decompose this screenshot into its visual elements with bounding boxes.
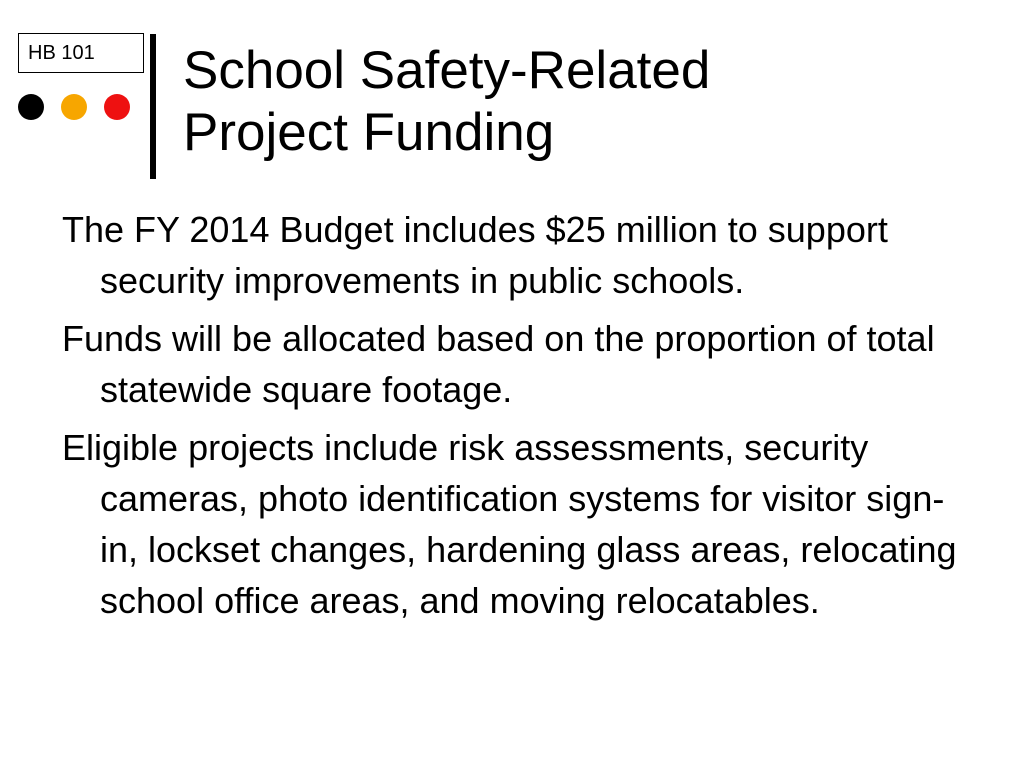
slide-title-line-1: School Safety-Related xyxy=(183,41,711,100)
red-dot-icon xyxy=(104,94,130,120)
bill-badge: HB 101 xyxy=(18,33,144,73)
slide-body xyxy=(62,204,972,633)
body-paragraph-funding: The FY 2014 Budget includes $25 million to support security improvements in public schools. xyxy=(62,209,888,301)
slide-title-line-2: Project Funding xyxy=(183,103,555,162)
title-divider xyxy=(150,34,156,179)
body-paragraph-allocation: Funds will be allocated based on the proportion of total statewide square footage. xyxy=(62,318,935,410)
black-dot-icon xyxy=(18,94,44,120)
slide-title xyxy=(183,40,710,164)
orange-dot-icon xyxy=(61,94,87,120)
body-paragraph-eligible-projects: Eligible projects include risk assessments, security cameras, photo identification systems for visitor sign-in, lockset changes, hardening glass areas, relocating school office areas, and moving relocatables. xyxy=(62,427,957,621)
